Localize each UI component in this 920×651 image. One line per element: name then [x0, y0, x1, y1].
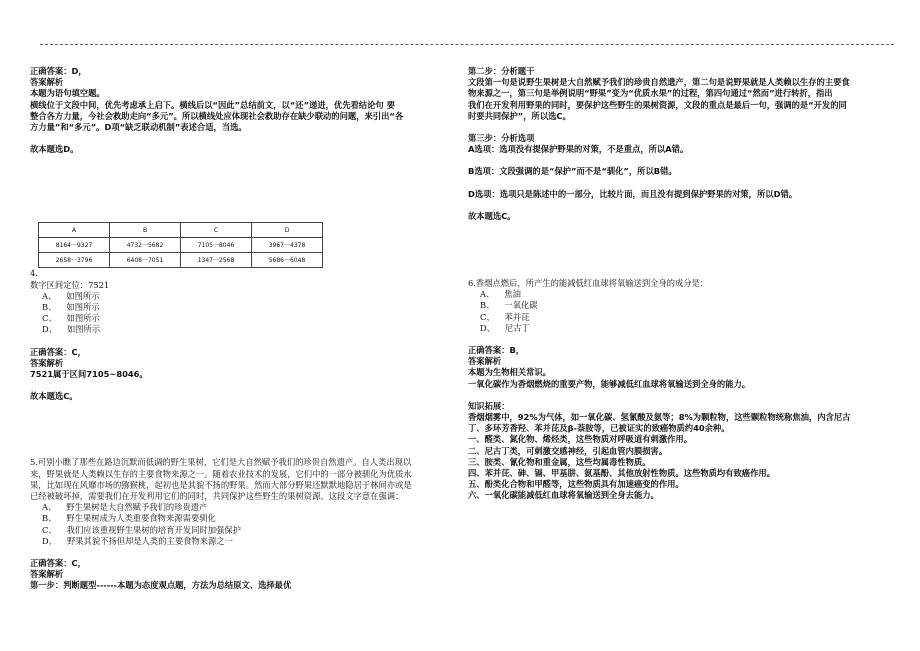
q6-extension-line: 六、一氧化碳能减低红血球将氧输送到全身去能力。 [468, 490, 659, 501]
q3-analysis-line: 横线位于文段中间，优先考虑承上启下。横线后以“因此”总结前文，以“还”递进，优先看结论句 要 [30, 99, 395, 110]
q4-stem: 数字区间定位：7521 [30, 279, 110, 290]
step3-title: 第三步：分析选项 [468, 133, 535, 144]
option-text: 如图所示 [66, 290, 100, 301]
option-letter: A、 [42, 290, 57, 301]
q4-option-c[interactable] [30, 313, 460, 324]
q6-extension-line: 一、醛类、氮化物、烯烃类，这些物质对呼吸道有刺激作用。 [468, 434, 693, 445]
q6-extension-line: 四、苯并芘、砷、镉、甲基肼、氨基酚、其他放射性物质。这些物质均有致癌作用。 [468, 468, 775, 479]
q5-stem-line: 来，野果就是人类赖以生存的主要食物来源之一。随着农业技术的发展，它们中的一部分被驯化为优质水 [30, 468, 412, 479]
q6-analysis-title: 答案解析 [468, 356, 502, 367]
q6-option-c[interactable] [468, 312, 892, 323]
table-header-cell: B [110, 223, 181, 238]
option-letter: B、 [480, 300, 495, 311]
right-column [468, 66, 892, 502]
q5-step1: 第一步：判断题型------本题为态度观点题，方法为总结原文、选择最优 [30, 580, 292, 591]
table-header-cell: D [252, 223, 323, 238]
step3-option-b: B选项：文段强调的是“保护”而不是“驯化”，所以B错。 [468, 166, 677, 177]
step3-option-d: D选项：选项只是陈述中的一部分，比较片面，而且没有提到保护野果的对策，所以D错。 [468, 188, 798, 199]
table-cell: 3967一4378 [252, 238, 323, 253]
option-letter: D、 [480, 322, 495, 333]
q4-conclusion: 故本题选C。 [30, 391, 78, 402]
table-cell: 6408一7051 [110, 253, 181, 268]
q5-option-c[interactable] [30, 525, 460, 536]
option-letter: B、 [42, 302, 57, 313]
q4-analysis-title: 答案解析 [30, 357, 64, 368]
q6-extension-line: 二、尼古丁类，可刺激交感神经，引起血管内膜损害。 [468, 445, 668, 456]
option-letter: C、 [42, 313, 57, 324]
q3-analysis-line: 方力量”和“多元”。D项“缺乏联动机制”表述合适，当选。 [30, 122, 247, 133]
option-text: 如图所示 [66, 302, 100, 313]
q3-analysis-line: 本题为语句填空题。 [30, 88, 105, 99]
option-text: 一氧化碳 [504, 300, 538, 311]
table-header-cell: C [181, 223, 252, 238]
option-text: 如图所示 [66, 324, 101, 335]
option-letter: A、 [480, 289, 495, 300]
option-text: 苯并芘 [504, 311, 530, 322]
q4-number: 4. [30, 268, 38, 279]
option-text: 野果其貌不扬但却是人类的主要食物来源之一 [66, 535, 233, 546]
q6-analysis-line: 一氧化碳作为香烟燃烧的重要产物，能够减低红血球将氧输送到全身的能力。 [468, 378, 751, 389]
left-column [30, 66, 460, 592]
q6-answer: 正确答案：B， [468, 345, 525, 356]
q6-extension-line: 丁、多环芳香羟、苯并芘及β-萘胺等，已被证实的致癌物质约40余种。 [468, 423, 730, 434]
step2-line: 物来源之一，第三句是举例说明“野果”变为“优质水果”的过程，第四句通过“然而”进行转折，指出 [468, 88, 833, 99]
step2-line: 文段第一句是说野生果树是大自然赋予我们的珍贵自然遗产，第二句是说野果就是人类赖以生存的主要食 [468, 77, 850, 88]
q6-analysis-line: 本题为生物相关常识。 [468, 367, 551, 378]
q5-stem-line: 果，比如现在风靡市场的猕猴桃，起初也是其貌不扬的野果。然而大部分野果还默默地隐居于林间亦或是 [30, 479, 412, 490]
table-cell: 5686一6048 [252, 253, 323, 268]
option-letter: B、 [42, 513, 57, 524]
option-text: 我们应该重视野生果树的培育开发同时加强保护 [66, 524, 241, 535]
q4-option-d[interactable] [30, 324, 460, 335]
q4-answer: 正确答案：C， [30, 346, 86, 357]
q5-option-a[interactable] [30, 502, 460, 513]
top-dashed-divider [40, 44, 894, 45]
option-text: 尼古丁 [504, 322, 530, 333]
q3-analysis-line: 整合各方力量，今社会救助走向“多元”。所以横线处应体现社会救助存在缺少联动的问题，来引出“各 [30, 110, 404, 121]
q6-extension-line: 三、胺类、氰化物和重金属，这些均属毒性物质。 [468, 456, 651, 467]
table-cell: 2658一3796 [39, 253, 110, 268]
table-cell: 4732一5682 [110, 238, 181, 253]
q6-extension-line: 五、酚类化合物和甲醛等，这些物质具有加速癌变的作用。 [468, 479, 684, 490]
q6-extension-line: 香烟烟雾中，92%为气体，如一氧化碳、氢氰酸及氨等；8%为颗粒物，这些颗粒物统称焦油，内含尼古 [468, 412, 851, 423]
option-letter: D、 [42, 324, 57, 335]
option-text: 焦油 [504, 289, 521, 300]
q4-option-a[interactable] [30, 291, 460, 302]
q5-stem-line: 5.可别小瞧了那些在路边沉默而低调的野生果树，它们是大自然赋予我们的珍贵自然遗产。自人类出现以 [30, 457, 412, 468]
q3-answer-block [30, 66, 460, 155]
step2-line: 我们在开发利用野果的同时，要保护这些野生的果树资源，文段的重点是最后一句，强调的是“开发的同 [468, 99, 847, 110]
table-header-cell: A [39, 223, 110, 238]
option-text: 野生果树是大自然赋予我们的珍贵遗产 [66, 502, 208, 513]
q4-analysis: 7521属于区间7105~8046。 [30, 369, 148, 380]
q5-analysis-title: 答案解析 [30, 569, 64, 580]
q5-option-d[interactable] [30, 536, 460, 547]
q6-stem: 6.香烟点燃后，所产生的能减低红血球将氧输送到全身的成分是： [468, 278, 709, 289]
q4-option-b[interactable] [30, 302, 460, 313]
q3-conclusion: 故本题选D。 [30, 144, 79, 155]
table-cell: 1347一2568 [181, 253, 252, 268]
option-letter: C、 [42, 524, 57, 535]
q6-option-d[interactable] [468, 323, 892, 334]
option-text: 野生果树成为人类重要食物来源需要驯化 [66, 513, 216, 524]
q3-analysis-title: 答案解析 [30, 77, 64, 88]
option-letter: A、 [42, 502, 57, 513]
q5-answer: 正确答案：C， [30, 558, 86, 569]
option-letter: D、 [42, 535, 57, 546]
q6-extension-title: 知识拓展： [468, 400, 510, 411]
option-letter: C、 [480, 311, 495, 322]
step2-title: 第二步：分析题干 [468, 66, 535, 76]
step2-line: 时要共同保护”，所以选C。 [468, 110, 571, 121]
q3-answer: 正确答案：D， [30, 66, 87, 76]
q6-option-b[interactable] [468, 300, 892, 311]
q4-interval-table [38, 222, 323, 268]
q6-option-a[interactable] [468, 289, 892, 300]
q5-stem-line: 已经被破坏掉，需要我们在开发利用它们的同时，共同保护这些野生的果树资源。这段文字意在强调： [30, 491, 404, 502]
option-text: 如图所示 [66, 313, 100, 324]
step3-conclusion: 故本题选C。 [468, 210, 516, 221]
step3-option-a: A选项：选项没有提保护野果的对策，不是重点，所以A错。 [468, 144, 689, 155]
table-cell: 8164一9327 [39, 238, 110, 253]
table-cell: 7105一8046 [181, 238, 252, 253]
q5-option-b[interactable] [30, 513, 460, 524]
